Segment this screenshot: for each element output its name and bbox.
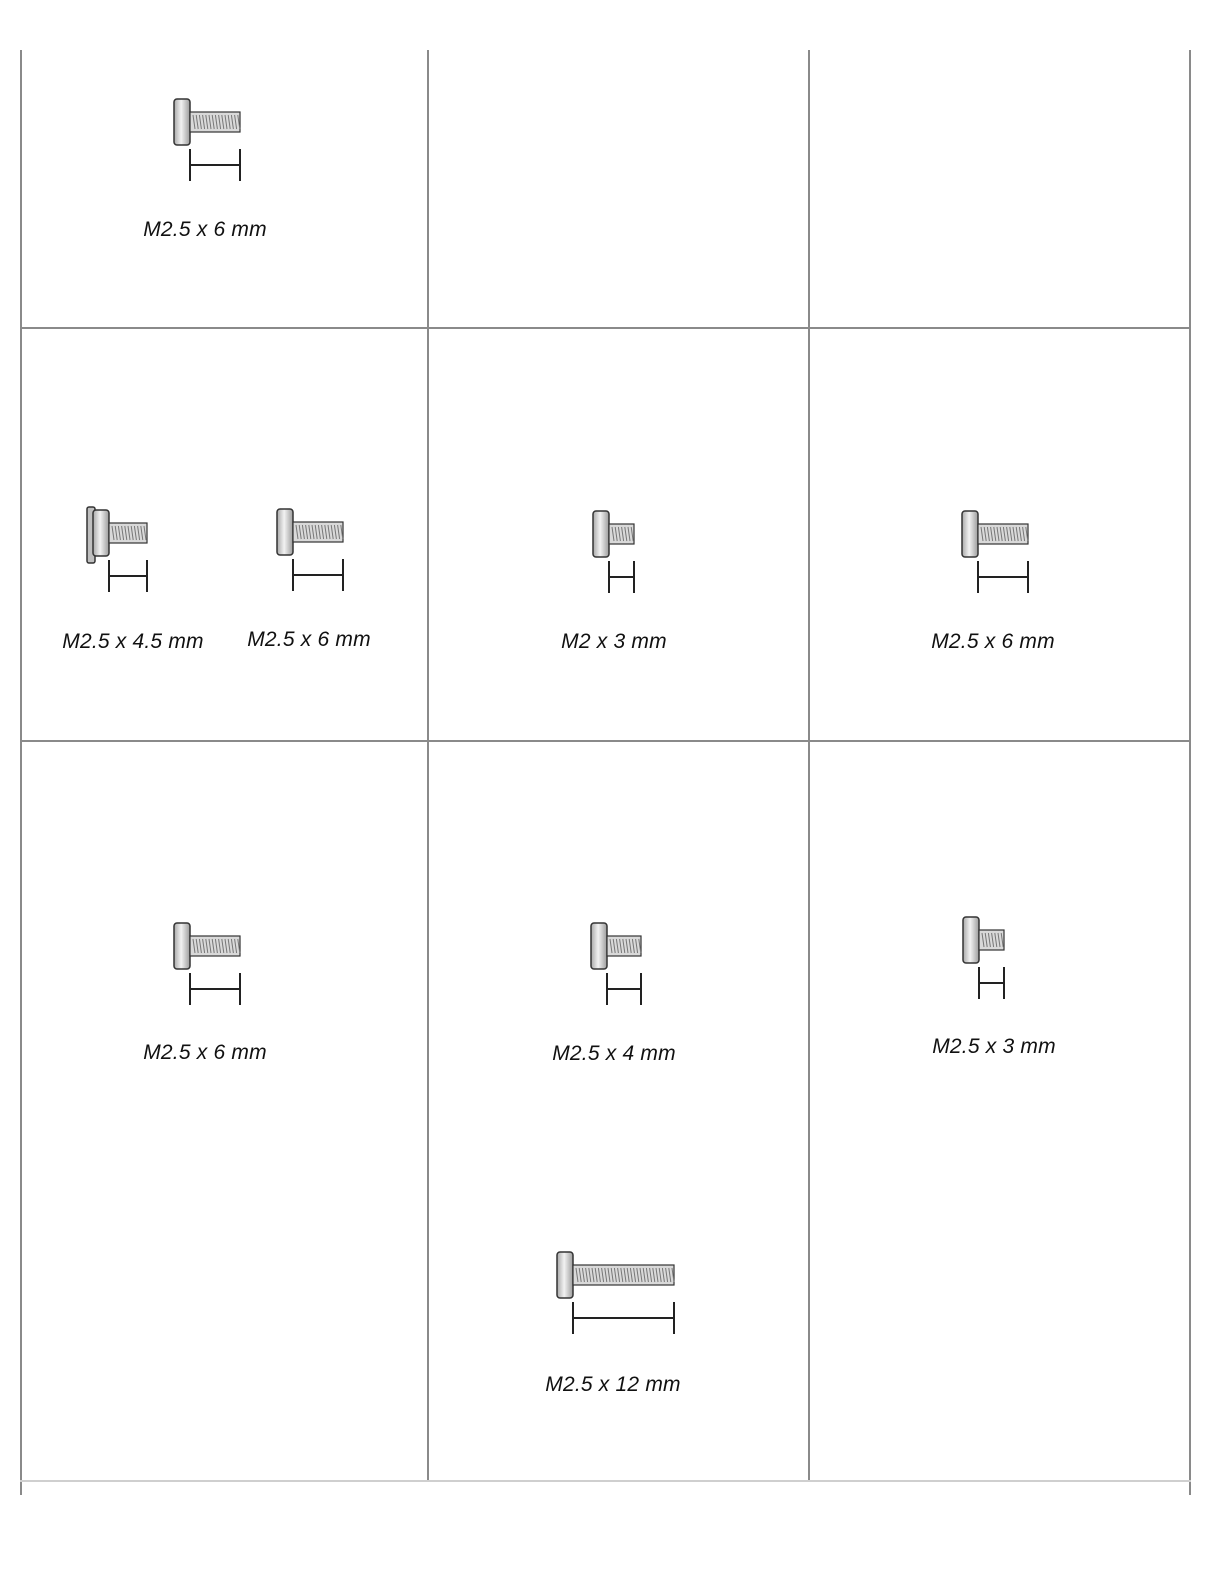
screw-head [277, 509, 293, 555]
screw-icon [592, 510, 639, 598]
cell-row2-col1 [22, 329, 427, 740]
cell-row1-col1 [22, 50, 427, 327]
screw-icon [173, 922, 245, 1010]
screw-label: M2.5 x 4.5 mm [62, 630, 204, 653]
screw-head [591, 923, 607, 969]
cell-row1-col2 [429, 50, 808, 327]
screw-shaft [573, 1265, 674, 1285]
screw-icon [962, 916, 1009, 1004]
screw-label: M2.5 x 6 mm [247, 628, 371, 651]
screw-head [174, 923, 190, 969]
screw-label: M2.5 x 6 mm [143, 218, 267, 241]
table-border-right [1189, 50, 1191, 1495]
screw-icon [276, 508, 348, 596]
cell-row3-col3 [810, 742, 1189, 1480]
screw-icon [173, 98, 245, 186]
cell-row3-col1 [22, 742, 427, 1480]
screw-icon [961, 510, 1033, 598]
screw-label: M2.5 x 12 mm [545, 1373, 681, 1396]
screw-head [963, 917, 979, 963]
screw-label: M2 x 3 mm [561, 630, 667, 653]
screw-label: M2.5 x 6 mm [143, 1041, 267, 1064]
screw-label: M2.5 x 6 mm [931, 630, 1055, 653]
table-border-bottom [20, 1480, 1191, 1482]
cell-row3-col2 [429, 742, 808, 1480]
screw-icon [556, 1251, 679, 1339]
screw-head [174, 99, 190, 145]
screw-head [962, 511, 978, 557]
cell-row1-col3 [810, 50, 1189, 327]
screw-label: M2.5 x 3 mm [932, 1035, 1056, 1058]
screw-label: M2.5 x 4 mm [552, 1042, 676, 1065]
screw-icon [590, 922, 646, 1010]
screw-icon [86, 506, 152, 594]
screw-head [593, 511, 609, 557]
screw-head [93, 510, 109, 556]
screw-head [557, 1252, 573, 1298]
